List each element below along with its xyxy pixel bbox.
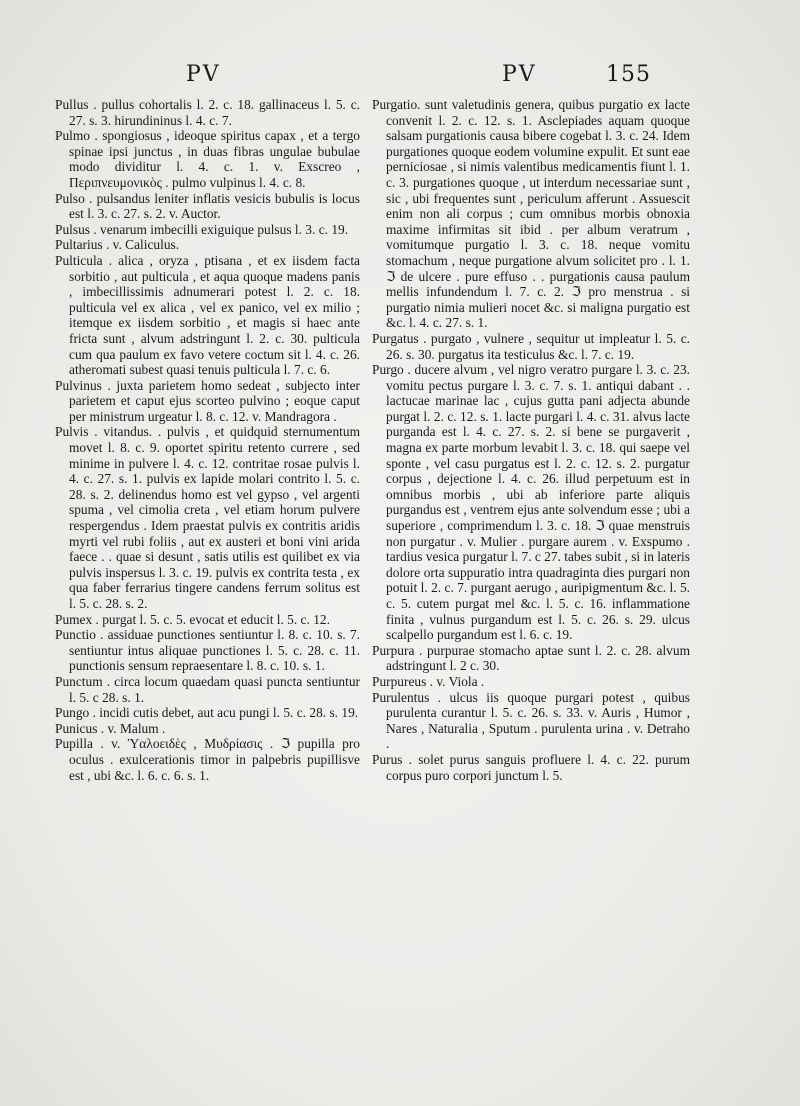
index-entry-pulso: Pulso . pulsandus leniter inflatis vesicis bubulis is locus est l. 3. c. 27. s. 2. v. Auctor. <box>55 190 360 222</box>
index-entry-purpura: Purpura . purpurae stomacho aptae sunt l. 2. c. 28. alvum adstringunt l. 2 c. 30. <box>372 642 690 674</box>
right-column <box>372 97 690 783</box>
index-entry-pungo: Pungo . incidi cutis debet, aut acu pungi l. 5. c. 28. s. 19. <box>55 705 359 721</box>
index-entry-punctum: Punctum . circa locum quaedam quasi puncta sentiuntur l. 5. c 28. s. 1. <box>55 673 360 705</box>
index-entry-purus: Purus . solet purus sanguis profluere l. 4. c. 22. purum corpus puro corpori junctum l. 5. <box>372 751 690 783</box>
index-entry-pulticula: Pulticula . alica , oryza , ptisana , et ex iisdem facta sorbitio , aut pulticula , et aqua quoque madens panis , imbecillissimis adnumerari potest l. 2. c. 18. pulticula vel ex alica , vel ex panico, vel ex milio ; itemque ex iisdem sorbitio , et magis si haec ante fricta sunt , alvum adstringunt l. 2. c. 30. pulticula cum qua paulum ex favo vetere coctum sit l. 4. c. 26. atheromati subest quasi tenuis pulticula l. 7. c. 6. <box>55 252 360 378</box>
running-header <box>0 62 800 98</box>
left-running-head: PV <box>186 62 221 87</box>
index-entry-pumex: Pumex . purgat l. 5. c. 5. evocat et educit l. 5. c. 12. <box>55 611 330 627</box>
index-entry-pultarius: Pultarius . v. Caliculus. <box>55 237 180 253</box>
index-entry-purgo: Purgo . ducere alvum , vel nigro veratro purgare l. 3. c. 23. vomitu pectus purgare l. 3. c. 7. s. 1. antiqui dabant . . lactucae marinae lac , cujus gutta pani adjecta abunde purgat l. 2. c. 12. s. 1. lacte purgari l. 4. c. 31. alvus lacte purganda est l. 4. c. 27. s. 2. si bene se purgaverit , magna ex parte morbum levabit l. 3. c. 18. qui saepe vel sponte , vel casu purgatus est l. 2. c. 12. s. 2. purgatur corpus , dejectione l. 4. c. 26. illud perpetuum est in omnibus morbis , ubi ab inferiore parte aliquis purgandus est , ventrem ejus ante solvendum esse ; ubi a superiore , comprimendum l. 3. c. 18. ℑ quae menstruis non purgatur . v. Mulier . purgare aurem . v. Exspumo . tardius vesica purgatur l. 7. c 27. tabes subit , si in lateris dolore orta suppuratio intra quadraginta dies purgari non potuit l. 2. c. 7. purgant aerugo , auripigmentum &c. l. 5. c. 5. cutem purgat mel &c. l. 5. c. 16. inflammatione finita , vulnus purgandum est l. 5. c. 26. s. 29. ulcus scalpello purgandum est l. 6. c. 19. <box>372 362 690 643</box>
index-entry-punicus: Punicus . v. Malum . <box>55 720 166 736</box>
index-entry-pulvinus: Pulvinus . juxta parietem homo sedeat , subjecto inter parietem et caput ejus scorteo pulvino ; eoque caput per ministrum urgeatur l. 8. c. 12. v. Mandragora . <box>55 377 360 424</box>
index-entry-purulentus: Purulentus . ulcus iis quoque purgari potest , quibus purulenta curantur l. 5. c. 26. s. 33. v. Auris , Humor , Nares , Naturalia , Sputum . purulenta urina . v. Detraho . <box>372 689 690 752</box>
index-entry-purgatus: Purgatus . purgato , vulnere , sequitur ut impleatur l. 5. c. 26. s. 30. purgatus ita testiculus &c. l. 7. c. 19. <box>372 330 690 362</box>
index-entry-pulmo: Pulmo . spongiosus , ideoque spiritus capax , et a tergo spinae ipsi junctus , in duas fibras ungulae bubulae modo dividitur l. 4. c. 1. v. Exscreo , Περιπνευμονικὸς . pulmo vulpinus l. 4. c. 8. <box>55 128 360 190</box>
index-entry-pulsus: Pulsus . venarum imbecilli exiguique pulsus l. 3. c. 19. <box>55 221 349 237</box>
index-entry-purpureus: Purpureus . v. Viola . <box>372 673 485 689</box>
index-entry-pullus: Pullus . pullus cohortalis l. 2. c. 18. gallinaceus l. 5. c. 27. s. 3. hirundininus l. 4. c. 7. <box>55 97 360 128</box>
left-column <box>55 97 360 783</box>
index-entry-purgatio: Purgatio. sunt valetudinis genera, quibus purgatio ex lacte convenit l. 2. c. 12. s. 1. Asclepiades aquam quoque salsam purgationis causa bibere cogebat l. 3. c. 24. Idem purgationes quoque eodem volumine expulit. Et sunt eae perniciosae , si nimis valentibus medicamentis fiunt l. 1. c. 3. purgationes quoque , ut interdum necessariae sunt , sic , ubi frequentes sunt , periculum afferunt . Assuescit enim non ali corpus ; cum omnibus morbis obnoxia maxime infirmitas sit ibid . per album veratrum , vomitumque purgatio l. 3. c. 18. neque vomitu stomachum , neque purgatione alvum solicitet pro . l. 1. ℑ de ulcere . pure effuso . . purgationis causa paulum mellis infundendum l. 7. c. 2. ℑ pro menstrua . si purgatio nimia mulieri nocet &c. si maligna purgatio est &c. l. 4. c. 27. s. 1. <box>372 97 690 331</box>
page-number: 155 <box>606 62 651 87</box>
index-entry-punctio: Punctio . assiduae punctiones sentiuntur l. 8. c. 10. s. 7. sentiuntur intus aliquae punctiones l. 5. c. 28. c. 11. punctionis sensum repraesentare l. 8. c. 10. s. 1. <box>55 627 360 674</box>
right-running-head: PV <box>502 62 537 87</box>
index-entry-pulvis: Pulvis . vitandus. . pulvis , et quidquid sternumentum movet l. 8. c. 9. oportet spiritu retento currere , sed minime in pulvere l. 4. c. 12. contritae rosae pulvis l. 4. c. 27. s. 1. pulvis ex lapide molari contrito l. 5. c. 28. s. 2. delinendus homo est vel gypso , vel argenti spuma , vel cimolia creta , vel etiam horum pulvere respergendus . Idem praestat pulvis ex contritis aridis myrti vel rubi foliis , aut ex austeri et boni vini arida faece . . quae si desunt , satis utilis est quilibet ex via pulvis inspersus l. 3. c. 19. pulvis ex contrita testa , ex qua faber ferrarius tingere candens ferrum solitus est l. 5. c. 28. s. 2. <box>55 424 360 611</box>
index-entry-pupilla: Pupilla . v. Ὑαλοειδὲς , Μυδρίασις . ℑ pupilla pro oculus . exulcerationis timor in palpebris pupillisve est , ubi &c. l. 6. c. 6. s. 1. <box>55 736 360 783</box>
